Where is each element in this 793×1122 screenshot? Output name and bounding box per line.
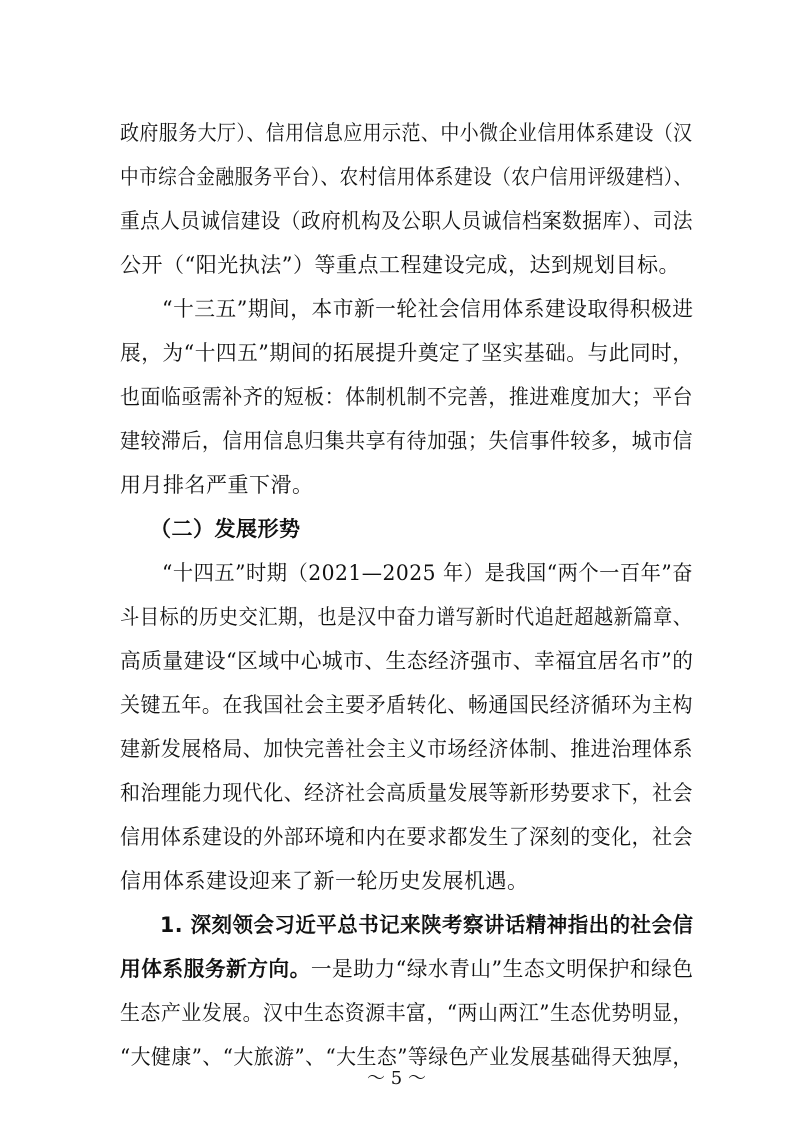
paragraph-line <box>120 954 693 984</box>
paragraph-line: 用月排名严重下滑。 <box>120 473 314 497</box>
paragraph-line: 公开（“阳光执法”）等重点工程建设完成，达到规划目标。 <box>120 253 680 277</box>
paragraph-line: 也面临亟需补齐的短板：体制机制不完善，推进难度加大；平台 <box>120 385 693 409</box>
paragraph-line: 关键五年。在我国社会主要矛盾转化、畅通国民经济循环为主构 <box>120 693 693 717</box>
paragraph-text: 一是助力“绿水青山”生态文明保护和绿色 <box>310 957 694 981</box>
paragraph-line: 生态产业发展。汉中生态资源丰富，“两山两江”生态优势明显， <box>120 1001 693 1025</box>
paragraph-line: 中市综合金融服务平台）、农村信用体系建设（农户信用评级建档）、 <box>120 165 693 189</box>
paragraph-line: “十四五”时期（2021—2025 年）是我国“两个一百年”奋 <box>162 561 694 585</box>
paragraph-line: 高质量建设“区域中心城市、生态经济强市、幸福宜居名市”的 <box>120 649 694 673</box>
subsection-heading: 1. 深刻领会习近平总书记来陕考察讲话精神指出的社会信 <box>160 913 694 937</box>
paragraph-line: “大健康”、“大旅游”、“大生态”等绿色产业发展基础得天独厚， <box>120 1045 693 1069</box>
paragraph-line: 和治理能力现代化、经济社会高质量发展等新形势要求下，社会 <box>120 781 693 805</box>
paragraph-line: “十三五”期间，本市新一轮社会信用体系建设取得积极进 <box>162 297 694 321</box>
page-number: ～ 5 ～ <box>367 1068 426 1089</box>
section-heading: （二）发展形势 <box>150 517 301 541</box>
paragraph-line: 信用体系建设的外部环境和内在要求都发生了深刻的变化，社会 <box>120 825 693 849</box>
paragraph-line: 信用体系建设迎来了新一轮历史发展机遇。 <box>120 869 529 893</box>
paragraph-line: 建新发展格局、加快完善社会主义市场经济体制、推进治理体系 <box>120 737 693 761</box>
paragraph-line: 重点人员诚信建设（政府机构及公职人员诚信档案数据库）、司法 <box>120 209 693 233</box>
subsection-heading-end: 用体系服务新方向。 <box>120 957 311 981</box>
paragraph-line: 建较滞后，信用信息归集共享有待加强；失信事件较多，城市信 <box>120 429 693 453</box>
paragraph-line: 政府服务大厅）、信用信息应用示范、中小微企业信用体系建设（汉 <box>120 121 693 145</box>
paragraph-line: 展，为“十四五”期间的拓展提升奠定了坚实基础。与此同时， <box>120 341 694 365</box>
paragraph-line: 斗目标的历史交汇期，也是汉中奋力谱写新时代追赶超越新篇章、 <box>120 605 693 629</box>
